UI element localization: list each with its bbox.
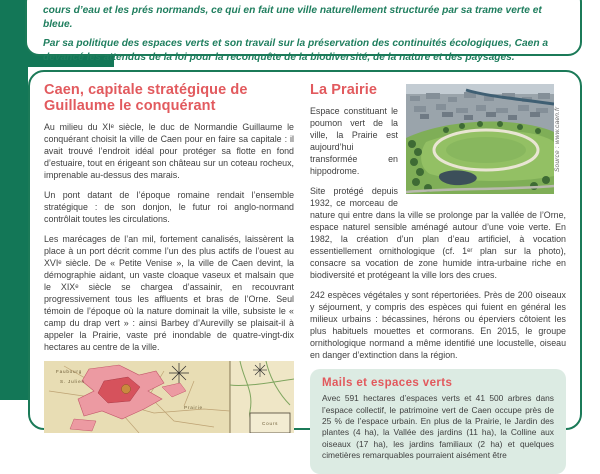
green-box-text: Avec 591 hectares d’espaces verts et 41 500 arbres dans l’espace collectif, le patrimoine vert de Caen occupe près de 25 % de l’espace urbain. En plus de la Prairie, le Jardin des plantes (4 ha), la Vallée des jardins (11 ha), la Colline aux oiseaux (17 ha), les jardins familiaux (2 ha) et quelques cimetières remarquables pourraient aisément être [322,393,554,461]
left-paragraph-1: Au milieu du XIᵉ siècle, le duc de Normandie Guillaume le conquérant choisit la ville de Caen pour en faire sa capitale : il avait trouvé l’endroit idéal pour protéger sa flotte en fond d’estuaire, tout en érigeant son château sur un coteau rocheux, imprenable au-dessus des marais. [44,122,294,181]
compass-rose-icon-2 [253,363,267,377]
right-section-heading: La Prairie [310,82,378,98]
map-label-faubourg: Faubourg [56,369,83,375]
map-cartouche [250,413,290,433]
historical-map-image [44,361,294,433]
main-content-card [28,70,582,461]
intro-paragraph-1: cours d’eau et les prés normands, ce qui en fait une ville naturellement structurée par sa trame verte et bleue. [43,5,542,31]
photo-credit: Source : www.caen.fr [554,106,561,172]
right-paragraph-1: Espace constituant le poumon vert de la ville, la Prairie est aujourd’hui transformée en hippodrome. [310,106,398,177]
map-label-prairie: Prairie [184,405,203,411]
map-label-cours: Cours [262,421,279,427]
left-section-heading: Caen, capitale stratégique de Guillaume le conquérant [44,82,248,115]
left-column [44,82,294,427]
green-info-box [310,369,566,473]
intro-card [25,0,582,64]
left-paragraph-3: Les marécages de l’an mil, fortement canalisés, laissèrent la place à un port décrit comme l’un des plus actifs de l’ouest au XVIᵉ siècle. De « Petite Venise », la ville de Caen devint, la démographie aidant, un vaste cloaque vaseux et malsain que le XIXᵉ siècle se chargea d’assainir, en recouvrant progressivement tous les affluents et bras de l’Orne. Seul témoin de l’époque où la nature dominait la ville, subsiste le « camp du drap vert » : ainsi Barbey d’Aurevilly se plaisait-il à appeler la Prairie, vaste pré inondable de quatre-vingt-dix hectares au centre de la ville. [44,234,294,353]
green-box-heading: Mails et espaces verts [322,377,453,390]
left-paragraph-2: Un pont datant de l’époque romaine rendait l’ensemble stratégique : de son donjon, le futur roi anglo-normand contrôlait toutes les circulations. [44,190,294,225]
aerial-photo [406,84,566,194]
right-paragraph-3: 242 espèces végétales y sont répertoriées. Près de 200 oiseaux y séjournent, y compris des espèces qui fuient en général les milieux urbains : bécassines, hérons ou éperviers côtoient les plus habituels mouettes et cormorans. En 2015, le groupe ornithologique normand a même identifié une locustelle, oiseau en danger d’extinction dans la région. [310,290,566,361]
intro-paragraph-2: Par sa politique des espaces verts et son travail sur la préservation des continuités écologiques, Caen a devancé les attendus de la loi pour la reconquête de la biodiversité, de la nature et des paysages. [43,38,549,64]
right-paragraph-2: Site protégé depuis 1932, ce morceau de nature qui entre dans la ville se prolonge par la vallée de l’Orne, espace naturel sensible aménagé autour d’une voie verte. En 1982, la création d’un plan d’eau artificiel, à vocation essentiellement ornithologique (cf. 1ᵉʳ plan sur la photo), consacre sa vocation de zone humide intra-urbaine riche en biodiversité et protégeant la ville lors des crues. [310,186,566,281]
compass-rose-icon [169,363,189,383]
right-column [310,82,566,461]
map-label-s-julien: S. Julien [60,379,85,385]
